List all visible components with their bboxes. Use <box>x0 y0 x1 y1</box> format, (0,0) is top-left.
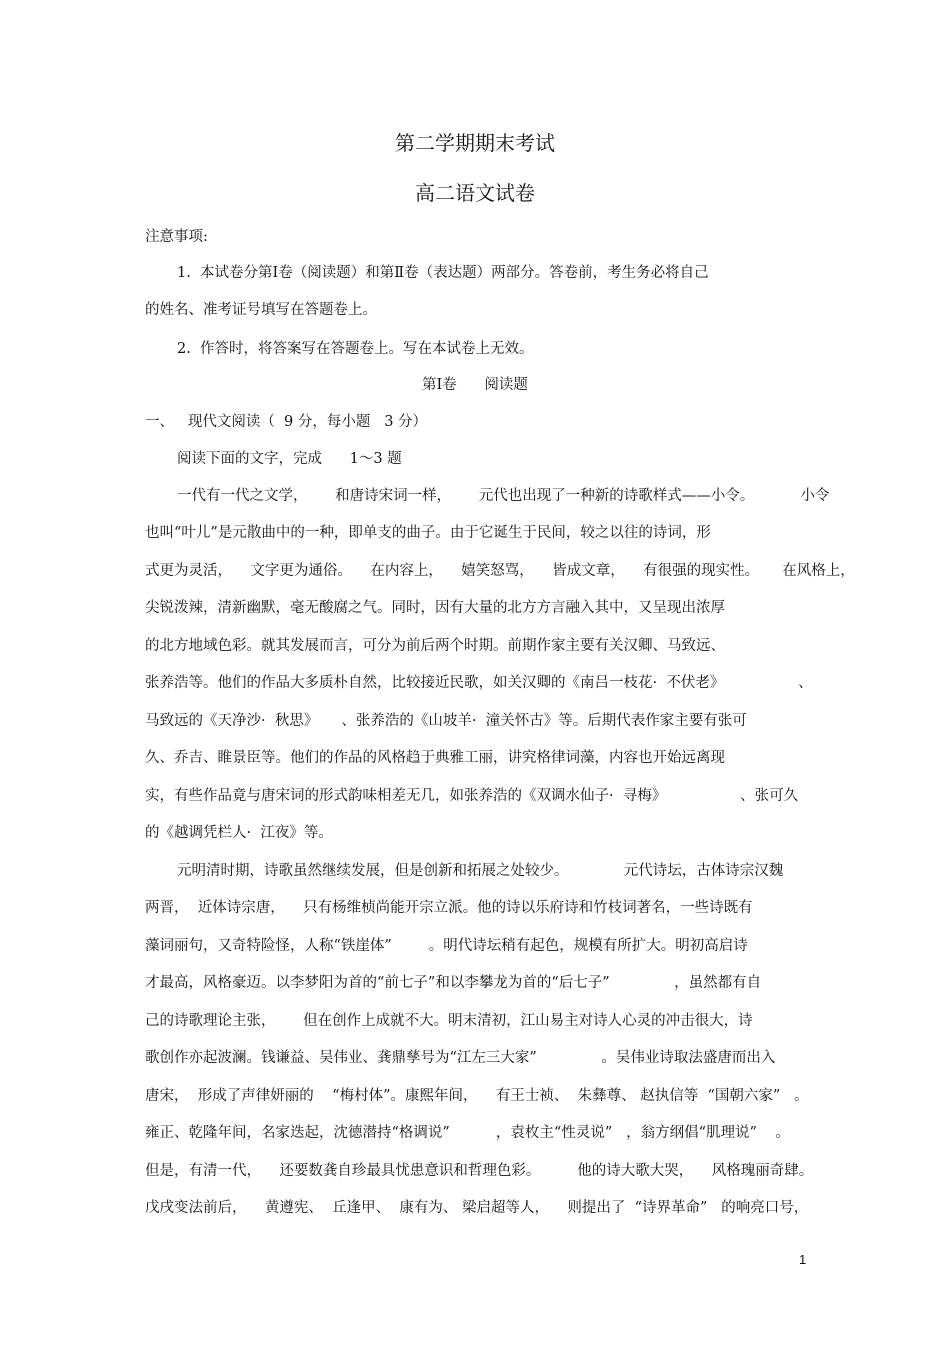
notice-item: 的姓名、准考证号填写在答题卷上。 <box>145 302 377 318</box>
paragraph-line: 张养浩等。他们的作品大多质朴自然，比较接近民歌，如关汉卿的《南吕一枝花· 不伏老》 、 <box>145 675 813 691</box>
paragraph-line: 的《越调凭栏人· 江夜》等。 <box>145 825 333 841</box>
paragraph-line: 尖锐泼辣，清新幽默，毫无酸腐之气。同时，因有大量的北方方言融入其中，又呈现出浓厚 <box>145 600 725 616</box>
paragraph-line: 马致远的《天净沙· 秋思》 、张养浩的《山坡羊· 潼关怀古》等。后期代表作家主要有张可 <box>145 713 747 729</box>
paragraph-line: 两晋， 近体诗宗唐， 只有杨维桢尚能开宗立派。他的诗以乐府诗和竹枝词著名，一些诗既有 <box>145 900 753 916</box>
notice-item: 2. 作答时，将答案写在答题卷上。写在本试卷上无效。 <box>177 341 534 357</box>
paragraph-line: 戊戌变法前后， 黄遵宪、 丘逢甲、 康有为、 梁启超等人， 则提出了 “诗界革命” 的响亮口号， <box>145 1200 809 1216</box>
paragraph-line: 己的诗歌理论主张， 但在创作上成就不大。明末清初，江山易主对诗人心灵的冲击很大，诗 <box>145 1013 753 1029</box>
exam-title: 第二学期期末考试 <box>395 131 555 155</box>
exam-subtitle: 高二语文试卷 <box>415 181 535 205</box>
paragraph-line: 藻词丽句，又奇特险怪，人称“铁崖体” 。明代诗坛稍有起色，规模有所扩大。明初高启诗 <box>145 938 748 954</box>
paragraph-line: 式更为灵活， 文字更为通俗。 在内容上， 嬉笑怒骂， 皆成文章， 有很强的现实性。 在风格上， <box>145 563 855 579</box>
notice-heading: 注意事项: <box>145 229 208 245</box>
paragraph-line: 久、乔吉、睢景臣等。他们的作品的风格趋于典雅工丽，讲究格律词藻，内容也开始远离现 <box>145 750 725 766</box>
page-number: 1 <box>799 1252 807 1267</box>
paragraph-line: 元明清时期，诗歌虽然继续发展，但是创新和拓展之处较少。 元代诗坛，古体诗宗汉魏 <box>177 863 784 879</box>
paragraph-line: 的北方地域色彩。就其发展而言，可分为前后两个时期。前期作家主要有关汉卿、马致远、 <box>145 638 725 654</box>
paragraph-line: 才最高，风格豪迈。以李梦阳为首的“前七子”和以李攀龙为首的“后七子” ，虽然都有自 <box>145 975 762 991</box>
paragraph-line: 实，有些作品竟与唐宋词的形式韵味相差无几，如张养浩的《双调水仙子· 寻梅》 、张可久 <box>145 788 799 804</box>
paragraph-line: 唐宋， 形成了声律妍丽的 “梅村体”。康熙年间， 有王士祯、 朱彝尊、 赵执信等 “国朝六家” 。 <box>145 1088 809 1104</box>
paragraph-line: 但是，有清一代， 还要数龚自珍最具忧患意识和哲理色彩。 他的诗大歌大哭， 风格瑰丽奇肆。 <box>145 1163 814 1179</box>
instruction: 阅读下面的文字，完成 1～3 题 <box>177 451 402 467</box>
paragraph-line: 也叫“叶儿”是元散曲中的一种，即单支的曲子。由于它诞生于民间，较之以往的诗词，形 <box>145 525 711 541</box>
paragraph-line: 一代有一代之文学， 和唐诗宋词一样， 元代也出现了一种新的诗歌样式——小令。 小令 <box>177 488 830 504</box>
part-title: 第Ⅰ卷 阅读题 <box>422 377 528 393</box>
paragraph-line: 雍正、乾隆年间，名家迭起，沈德潜持“格调说” ，袁枚主“性灵说” ，翁方纲倡“肌理说” 。 <box>145 1125 790 1141</box>
notice-item: 1. 本试卷分第Ⅰ卷（阅读题）和第Ⅱ卷（表达题）两部分。答卷前，考生务必将自己 <box>177 265 709 281</box>
paragraph-line: 歌创作亦起波澜。钱谦益、吴伟业、龚鼎孳号为“江左三大家” 。吴伟业诗取法盛唐而出入 <box>145 1050 776 1066</box>
section-heading: 一、 现代文阅读（ 9 分，每小题 3 分） <box>145 414 428 430</box>
